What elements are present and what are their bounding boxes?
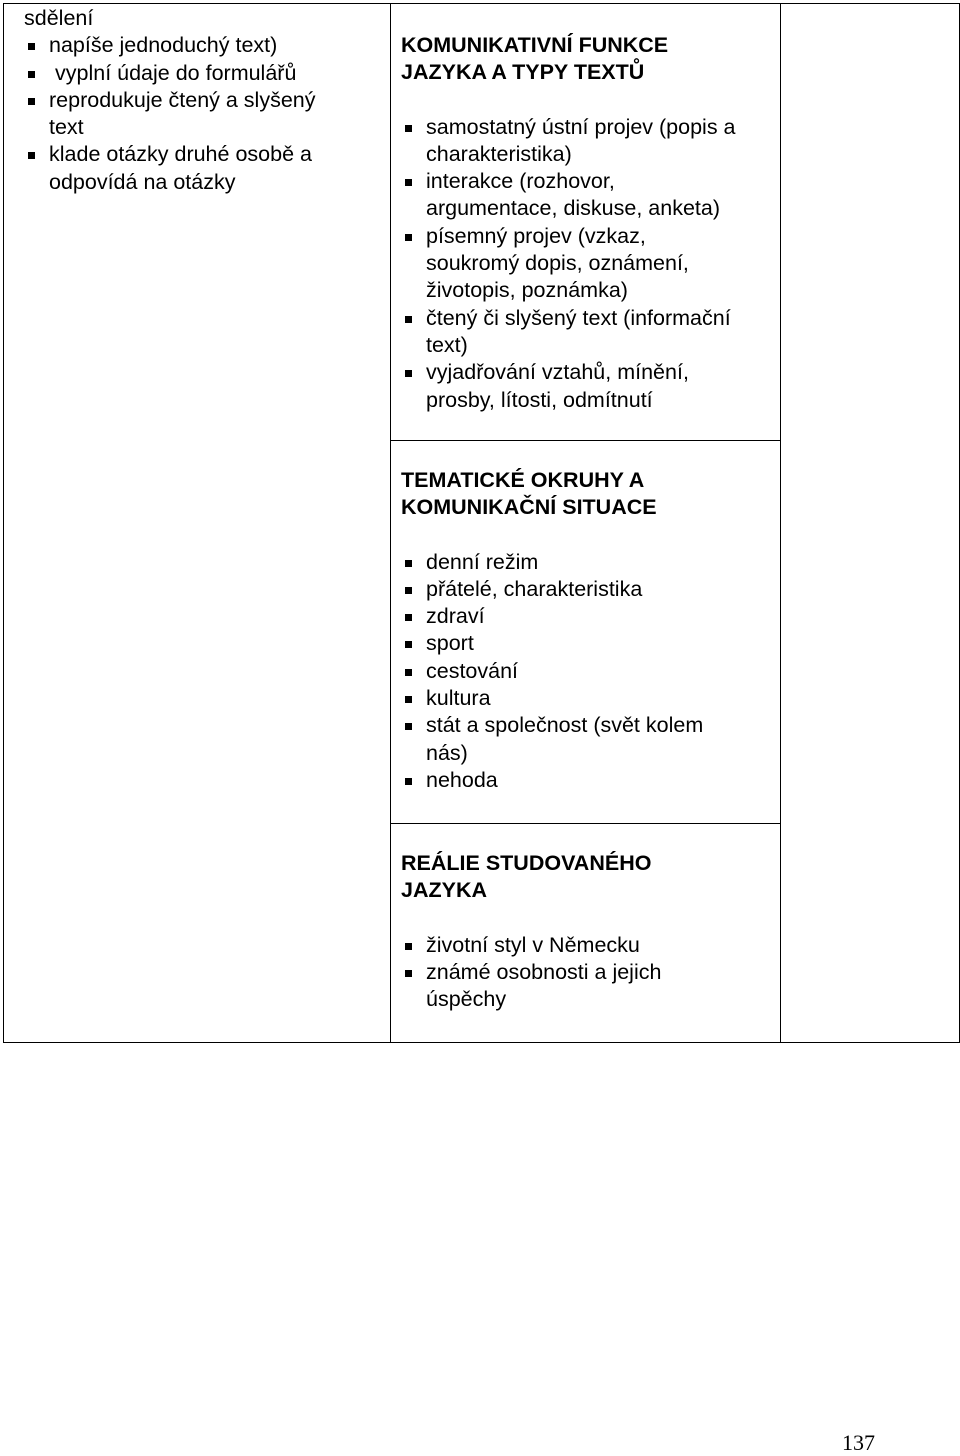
section-heading: TEMATICKÉ OKRUHY A KOMUNIKAČNÍ SITUACE: [401, 468, 657, 520]
bullet-icon: [28, 43, 35, 50]
table-left-border: [3, 3, 4, 1043]
list-item: písemný projev (vzkaz, soukromý dopis, oznámení, životopis, poznámka): [401, 223, 736, 305]
list-item: přátelé, charakteristika: [401, 576, 703, 603]
list-item: nehoda: [401, 767, 703, 794]
bullet-icon: [405, 316, 412, 323]
bullet-icon: [405, 587, 412, 594]
left-column: [24, 5, 316, 196]
bullet-icon: [405, 179, 412, 186]
list-item: napíše jednoduchý text): [24, 32, 316, 59]
bullet-icon: [405, 125, 412, 132]
list-item: vyjadřování vztahů, mínění, prosby, lítosti, odmítnutí: [401, 359, 736, 414]
list-item: vyplní údaje do formulářů: [24, 60, 316, 87]
bullet-icon: [405, 560, 412, 567]
bullet-icon: [405, 696, 412, 703]
section-heading: KOMUNIKATIVNÍ FUNKCE JAZYKA A TYPY TEXTŮ: [401, 33, 669, 85]
column-divider-1: [390, 3, 391, 1043]
section-item-list: [401, 114, 736, 414]
list-item-continuation: odpovídá na otázky: [49, 169, 236, 194]
bullet-icon: [405, 778, 412, 785]
list-item: čtený či slyšený text (informační text): [401, 305, 736, 360]
section-item-list: [401, 549, 703, 795]
table-top-border: [3, 3, 960, 4]
page-number: 137: [842, 1430, 875, 1455]
bullet-icon: [405, 943, 412, 950]
list-item: reprodukuje čtený a slyšený: [24, 87, 316, 114]
list-item: cestování: [401, 658, 703, 685]
bullet-icon: [405, 641, 412, 648]
list-item: stát a společnost (svět kolem nás): [401, 712, 703, 767]
list-item: klade otázky druhé osobě a: [24, 141, 316, 168]
list-item: sport: [401, 630, 703, 657]
section-thematic-areas: [401, 467, 703, 794]
bullet-icon: [405, 614, 412, 621]
table-bottom-border: [3, 1042, 960, 1043]
section-heading: REÁLIE STUDOVANÉHO JAZYKA: [401, 851, 652, 903]
bullet-icon: [28, 71, 35, 78]
list-item-continuation: text: [49, 115, 84, 140]
bullet-icon: [405, 723, 412, 730]
list-item: zdraví: [401, 603, 703, 630]
left-intro-text: sdělení: [24, 6, 94, 30]
bullet-icon: [405, 234, 412, 241]
column-divider-2: [780, 3, 781, 1043]
list-item: samostatný ústní projev (popis a charakteristika): [401, 114, 736, 169]
bullet-icon: [28, 98, 35, 105]
left-outcome-list: [24, 32, 316, 196]
list-item: kultura: [401, 685, 703, 712]
list-item: interakce (rozhovor, argumentace, diskuse, anketa): [401, 168, 736, 223]
list-item: životní styl v Německu: [401, 932, 661, 959]
section-communicative-functions: [401, 32, 736, 414]
section-item-list: [401, 932, 661, 1014]
list-item: denní režim: [401, 549, 703, 576]
bullet-icon: [405, 970, 412, 977]
row-divider-1: [390, 440, 781, 441]
bullet-icon: [405, 669, 412, 676]
bullet-icon: [28, 152, 35, 159]
bullet-icon: [405, 370, 412, 377]
row-divider-2: [390, 823, 781, 824]
list-item: známé osobnosti a jejich úspěchy: [401, 959, 661, 1014]
section-realia: [401, 850, 661, 1013]
